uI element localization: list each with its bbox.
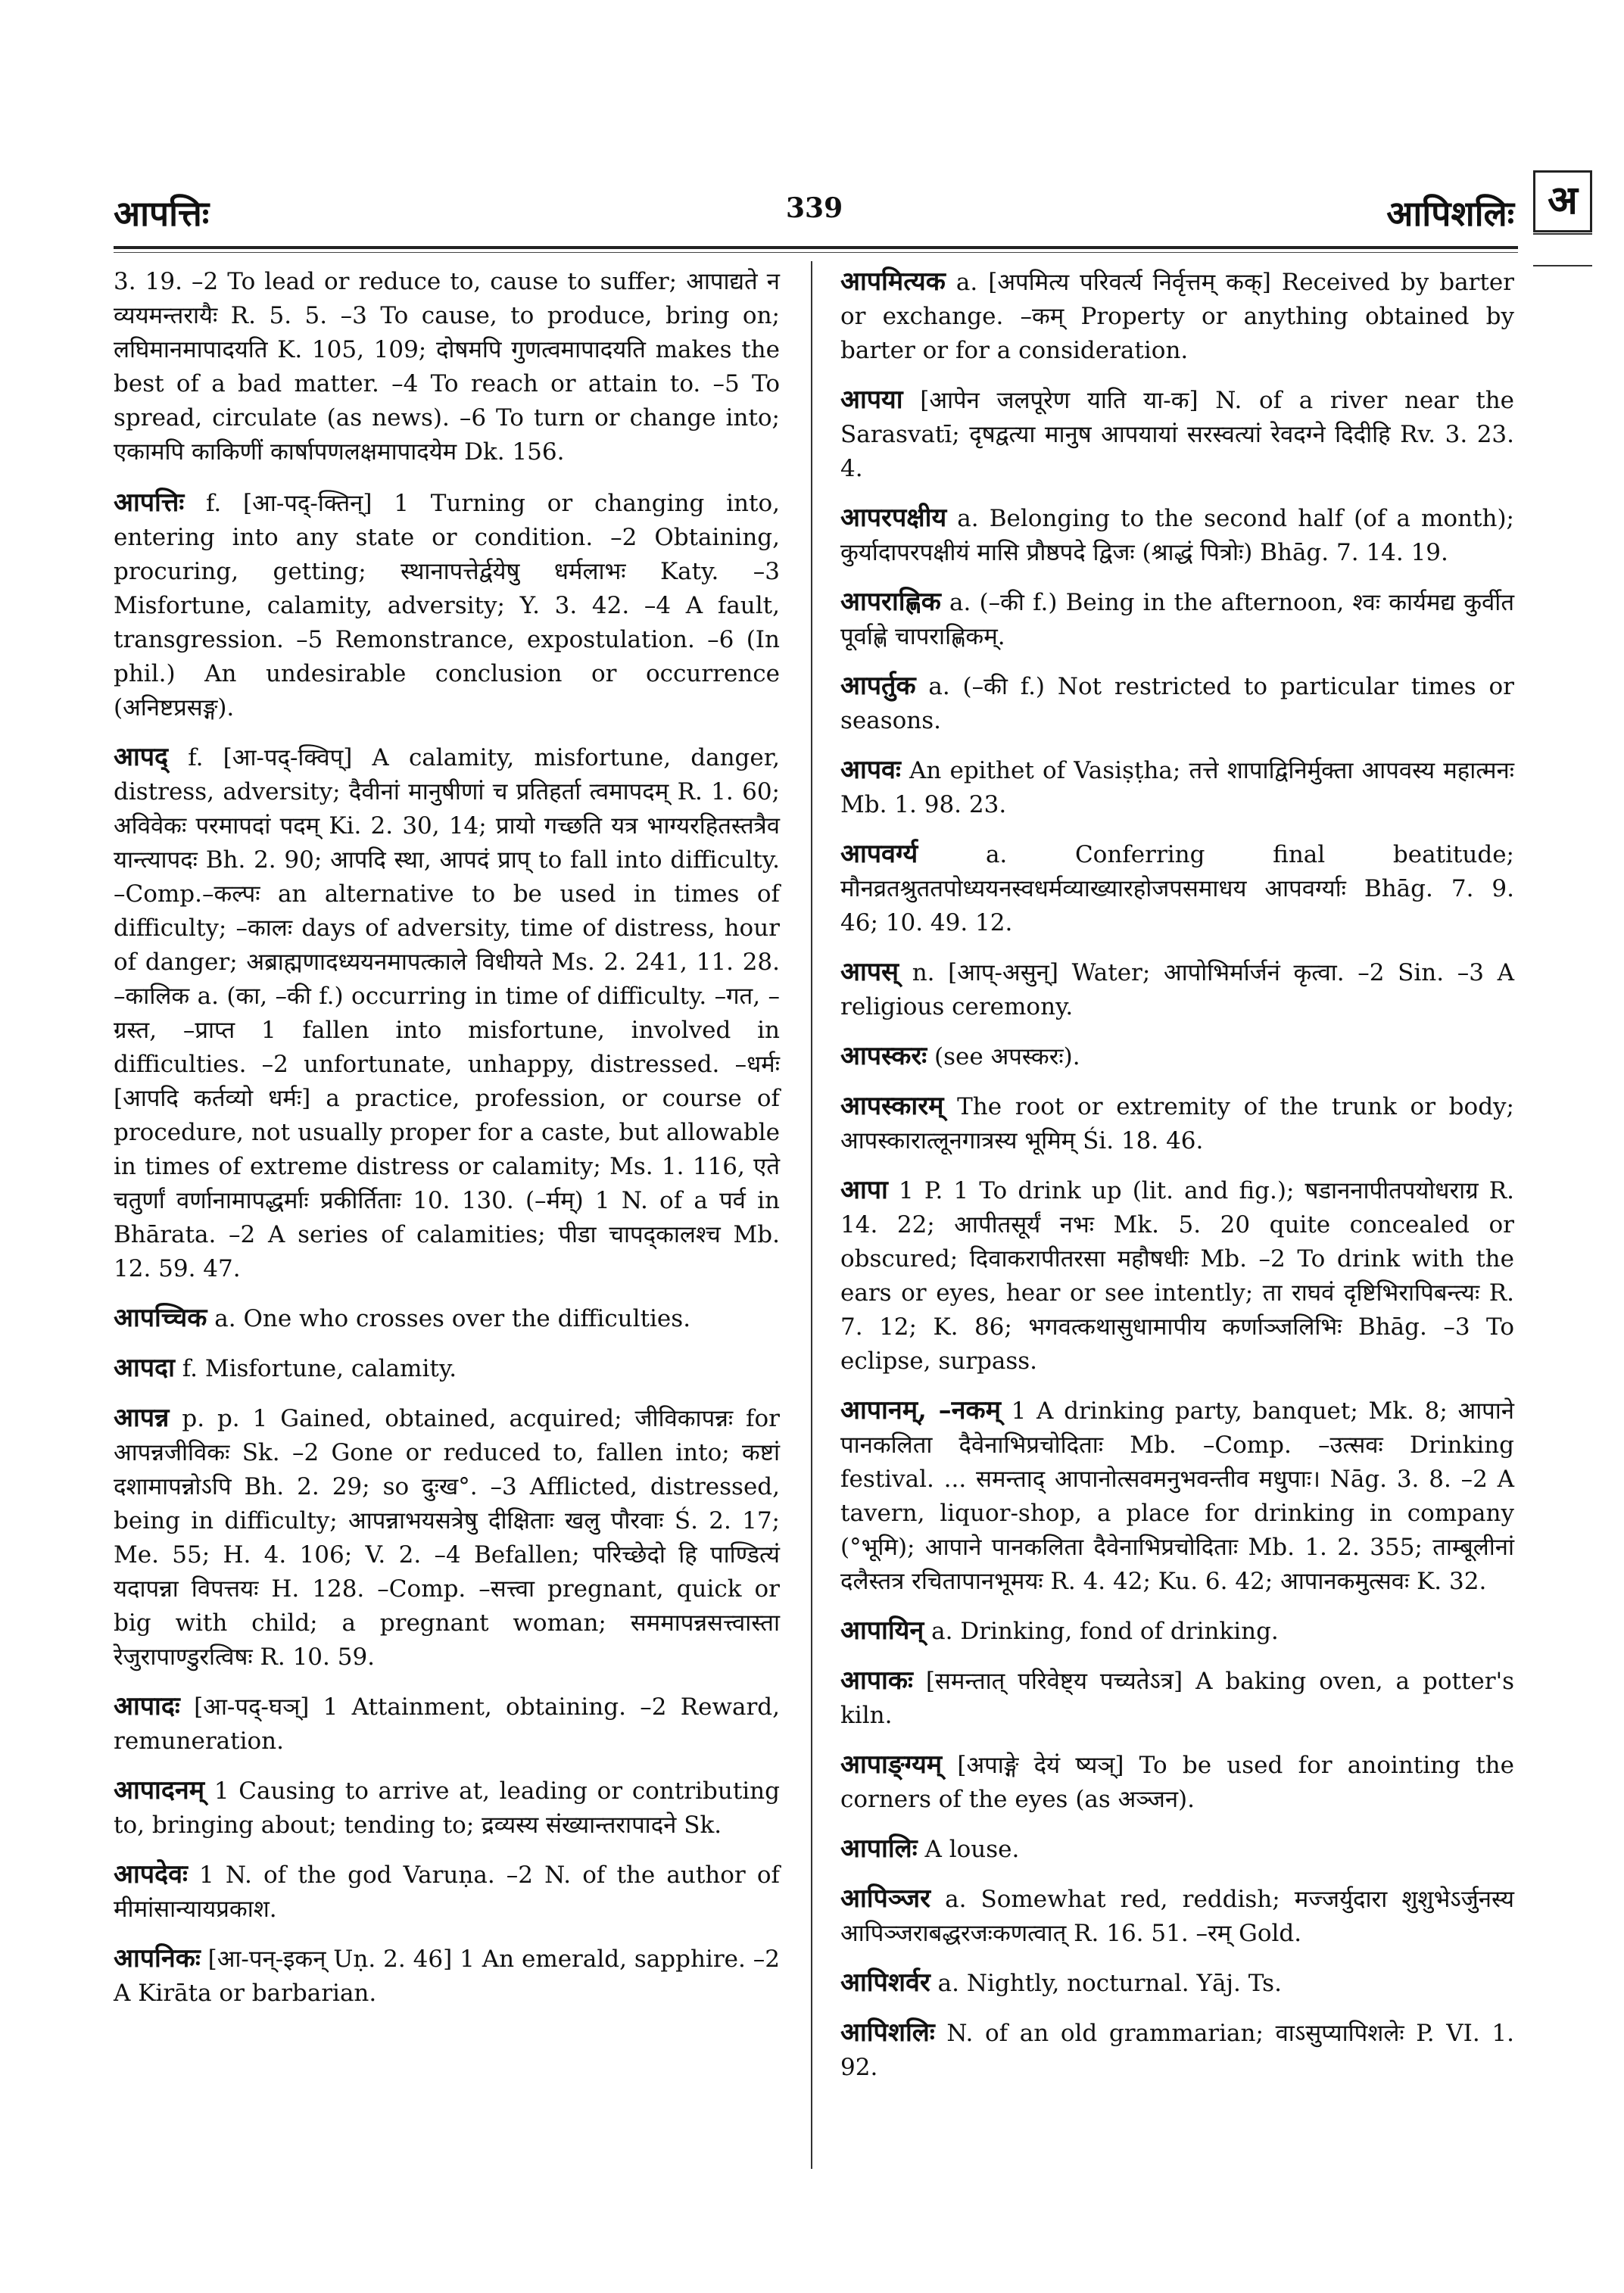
dictionary-entry — [840, 2016, 1514, 2085]
entry-headword: आपिशर्वर — [840, 1967, 930, 1998]
entry-definition: 1 N. of the god Varuṇa. –2 N. of the author of मीमांसान्यायप्रकाश. — [114, 1862, 780, 1923]
dictionary-entry — [840, 1039, 1514, 1074]
dictionary-entry — [114, 1942, 780, 2011]
entry-definition: N. of an old grammarian; वाऽसुप्यापिशलेः P. VI. 1. 92. — [840, 2020, 1514, 2081]
entry-headword: आपमित्यक — [840, 266, 946, 297]
entry-headword: आपानम्, –नकम् — [840, 1395, 1001, 1425]
thumb-index-lines — [1533, 233, 1592, 266]
entry-definition: [समन्तात् परिवेष्ट्य पच्यतेऽत्र] A baking oven, a potter's kiln. — [840, 1668, 1514, 1729]
dictionary-entry — [114, 1301, 780, 1336]
dictionary-entry — [840, 1748, 1514, 1817]
dictionary-entry — [114, 1401, 780, 1675]
entry-definition: a. Belonging to the second half (of a month); कुर्यादापरपक्षीयं मासि प्रौष्ठपदे द्विजः (श्राद्धं पित्रोः) Bhāg. 7. 14. 19. — [840, 505, 1515, 566]
entry-definition: f. [आ-पद्-क्विप्] A calamity, misfortune, danger, distress, adversity; दैवीनां मानुषीणां च प्रतिहर्ता त्वमापदम् R. 1. 60; अविवेकः परमापदां पदम् Ki. 2. 30, 14; प्रायो गच्छति यत्र भाग्यरहितस्तत्रैव यान्त्यापदः Bh. 2. 90; आपदि स्था, आपदं प्राप् to fall into difficulty. –Comp.–कल्पः an alternative to be used in times of difficulty; –कालः days of adversity, time of distress, hour of danger; अब्राह्मणादध्ययनमापत्काले विधीयते Ms. 2. 241, 11. 28. –कालिक a. (का, –की f.) occurring in time of difficulty. –गत, –ग्रस्त, –प्राप्त 1 fallen into misfortune, involved in difficulties. –2 unfortunate, unhappy, distressed. –धर्मः [आपदि कर्तव्यो धर्मः] a practice, profession, or course of procedure, not usually proper for a caste, but allowable in times of extreme distress or calamity; Ms. 1. 116, एते चतुर्णां वर्णानामापद्धर्माः प्रकीर्तिताः 10. 130. (–र्मम्) 1 N. of a पर्व in Bhārata. –2 A series of calamities; पीडा चापद्कालश्च Mb. 12. 59. 47. — [114, 744, 780, 1282]
entry-definition: 1 A drinking party, banquet; Mk. 8; आपाने पानकलिता दैवेनाभिप्रचोदिताः Mb. –Comp. –उत्सवः Drinking festival. ... समन्ताद् आपानोत्सवमनुभवन्तीव मधुपाः। Nāg. 3. 8. –2 A tavern, liquor-shop, a place for drinking in company (°भूमि); आपाने पानकलिता दैवेनाभिप्रचोदिताः Mb. 1. 2. 355; ताम्बूलीनां दलैस्तत्र रचितापानभूमयः R. 4. 42; Ku. 6. 42; आपानकमुत्सवः K. 32. — [840, 1397, 1514, 1595]
entry-definition: An epithet of Vasiṣṭha; तत्ते शापाद्विनिर्मुक्ता आपवस्य महात्मनः Mb. 1. 98. 23. — [840, 757, 1514, 818]
entry-definition: p. p. 1 Gained, obtained, acquired; जीविकापन्नः for आपन्नजीविकः Sk. –2 Gone or reduced to, fallen into; कष्टां दशामापन्नोऽपि Bh. 2. 29; so दुःख°. –3 Afflicted, distressed, being in difficulty; आपन्नाभयसत्रेषु दीक्षिताः खलु पौरवाः Ś. 2. 17; Me. 55; H. 4. 106; V. 2. –4 Befallen; परिच्छेदो हि पाण्डित्यं यदापन्ना विपत्तयः H. 128. –Comp. –सत्त्वा pregnant, quick or big with child; a pregnant woman; सममापन्नसत्त्वास्ता रेजुरापाण्डुरत्विषः R. 10. 59. — [114, 1405, 780, 1671]
entry-headword: आपद् — [114, 742, 169, 772]
dictionary-entry — [114, 1351, 780, 1386]
entry-definition: a. Somewhat red, reddish; मज्जर्युदारा शुशुभेऽर्जुनस्य आपिञ्जराबद्धरजःकणत्वात् R. 16. 51. –रम् Gold. — [840, 1886, 1515, 1947]
page-header — [114, 189, 1514, 242]
entry-headword: आपया — [840, 385, 903, 415]
entry-definition: f. Misfortune, calamity. — [182, 1355, 457, 1382]
entry-headword: आपिञ्जर — [840, 1883, 930, 1914]
page-number: 339 — [786, 192, 843, 224]
right-guide-word: आपिशलिः — [1386, 193, 1514, 234]
entry-headword: आपनिकः — [114, 1943, 201, 1974]
entry-headword: आपर्तुक — [840, 671, 916, 701]
dictionary-entry — [840, 1664, 1514, 1733]
dictionary-entry — [840, 955, 1514, 1024]
entry-headword: आपस्करः — [840, 1041, 927, 1071]
entry-headword: आपायिन् — [840, 1615, 924, 1646]
entry-headword: आपस्कारम् — [840, 1091, 944, 1121]
entry-headword: आपदा — [114, 1353, 175, 1383]
entry-definition: a. (–की f.) Not restricted to particular times or seasons. — [840, 673, 1514, 734]
dictionary-entry — [840, 1614, 1514, 1649]
entry-definition: [अपाङ्गे देयं ष्यञ्] To be used for anointing the corners of the eyes (as अञ्जन). — [840, 1752, 1514, 1813]
entry-headword: आपाकः — [840, 1665, 913, 1696]
entry-definition: 1 Causing to arrive at, leading or contributing to, bringing about; tending to; द्रव्यस्य संख्यान्तरापादने Sk. — [114, 1777, 780, 1839]
entry-definition: [आ-पन्-इकन् Uṇ. 2. 46] 1 An emerald, sapphire. –2 A Kirāta or barbarian. — [114, 1946, 780, 2007]
entry-headword: आपत्तिः — [114, 488, 185, 518]
dictionary-entry — [114, 486, 780, 725]
dictionary-entry — [840, 837, 1514, 940]
entry-definition: [आपेन जलपूरेण याति या-क] N. of a river near the Sarasvatī; दृषद्वत्या मानुष आपयायां सरस्वत्यां रेवदग्ने दिदीहि Rv. 3. 23. 4. — [840, 387, 1515, 482]
dictionary-entry — [840, 501, 1514, 570]
dictionary-entry — [840, 383, 1514, 486]
entry-headword: आपादः — [114, 1691, 180, 1721]
entry-headword: आपस् — [840, 957, 899, 987]
dictionary-entry — [114, 1858, 780, 1927]
entry-headword: आपालिः — [840, 1833, 918, 1864]
dictionary-entry — [840, 265, 1514, 368]
left-column — [114, 265, 780, 2026]
entry-definition: a. [अपमित्य परिवर्त्य निर्वृत्तम् कक्] Received by barter or exchange. –कम् Property or anything obtained by barter or for a consideration. — [840, 269, 1514, 364]
entry-headword: आपा — [840, 1175, 888, 1205]
entry-definition: a. Conferring final beatitude; मौनव्रतश्रुततपोध्ययनस्वधर्मव्याख्यारहोजपसमाधय आपवर्ग्याः Bhāg. 7. 9. 46; 10. 49. 12. — [840, 841, 1514, 936]
entry-definition: n. [आप्-असुन्] Water; आपोभिर्मार्जनं कृत्वा. –2 Sin. –3 A religious ceremony. — [840, 959, 1514, 1020]
entry-definition: f. [आ-पद्-क्तिन्] 1 Turning or changing into, entering into any state or condition. –2 Obtaining, procuring, getting; स्थानापत्तेर्द्वयेषु धर्मलाभः Katy. –3 Misfortune, calamity, adversity; Y. 3. 42. –4 A fault, transgression. –5 Remonstrance, expostulation. –6 (In phil.) An undesirable conclusion or occurrence (अनिष्टप्रसङ्ग). — [114, 490, 780, 721]
right-column — [840, 265, 1514, 2100]
header-rule-thin — [114, 252, 1518, 253]
left-guide-word: आपत्तिः — [114, 193, 210, 234]
entry-headword: आपिशलिः — [840, 2017, 935, 2048]
dictionary-entry — [114, 1774, 780, 1843]
dictionary-entry — [840, 1089, 1514, 1158]
entry-definition: a. (–की f.) Being in the afternoon, श्वः कार्यमद्य कुर्वीत पूर्वाह्णे चापराह्णिकम्. — [840, 589, 1514, 650]
entry-definition: a. One who crosses over the difficulties. — [214, 1305, 691, 1332]
header-rule — [114, 246, 1518, 249]
entry-definition: 1 P. 1 To drink up (lit. and fig.); षडाननापीतपयोधराग्र R. 14. 22; आपीतसूर्यं नभः Mk. 5. 20 quite concealed or obscured; दिवाकरापीतरसा महौषधीः Mb. –2 To drink with the ears or eyes, hear or see intently; ता राघवं दृष्टिभिरापिबन्त्यः R. 7. 12; K. 86; भगवत्कथासुधामापीय कर्णाञ्जलिभिः Bhāg. –3 To eclipse, surpass. — [840, 1177, 1515, 1375]
entry-headword: आपवः — [840, 755, 901, 785]
thumb-index-tab: अ — [1533, 170, 1592, 232]
entry-definition: 3. 19. –2 To lead or reduce to, cause to suffer; आपाद्यते न व्ययमन्तरायैः R. 5. 5. –3 To cause, to produce, bring on; लघिमानमापादयति K. 105, 109; दोषमपि गुणत्वमापादयति makes the best of a bad matter. –4 To reach or attain to. –5 To spread, circulate (as news). –6 To turn or change into; एकामपि काकिणीं कार्षापणलक्षमापादयेम Dk. 156. — [114, 268, 780, 466]
entry-headword: आपवर्ग्य — [840, 839, 918, 869]
entry-definition: The root or extremity of the trunk or body; आपस्कारात्लूनगात्रस्य भूमिम् Śi. 18. 46. — [840, 1093, 1514, 1154]
entry-definition: a. Drinking, fond of drinking. — [931, 1618, 1279, 1645]
dictionary-entry — [840, 1173, 1514, 1379]
dictionary-entry — [840, 669, 1514, 738]
entry-headword: आपराह्णिक — [840, 587, 941, 617]
dictionary-entry — [114, 265, 780, 469]
dictionary-entry — [840, 1394, 1514, 1599]
entry-headword: आपच्चिक — [114, 1303, 207, 1333]
dictionary-entry — [840, 753, 1514, 822]
entry-headword: आपरपक्षीय — [840, 503, 947, 533]
entry-headword: आपादनम् — [114, 1775, 205, 1805]
dictionary-entry — [840, 1882, 1514, 1951]
entry-definition: (see अपस्करः). — [934, 1043, 1080, 1070]
entry-headword: आपदेवः — [114, 1859, 188, 1890]
dictionary-entry — [114, 740, 780, 1286]
dictionary-entry — [840, 1832, 1514, 1867]
entry-definition: a. Nightly, nocturnal. Yāj. Ts. — [937, 1970, 1282, 1997]
entry-definition: [आ-पद्-घञ्] 1 Attainment, obtaining. –2 Reward, remuneration. — [114, 1693, 780, 1755]
dictionary-entry — [114, 1690, 780, 1759]
entry-headword: आपन्न — [114, 1403, 170, 1433]
entry-definition: A louse. — [924, 1836, 1020, 1863]
entry-headword: आपाङ्ग्यम् — [840, 1749, 943, 1780]
dictionary-entry — [840, 585, 1514, 654]
column-divider — [811, 261, 812, 2169]
dictionary-entry — [840, 1966, 1514, 2001]
